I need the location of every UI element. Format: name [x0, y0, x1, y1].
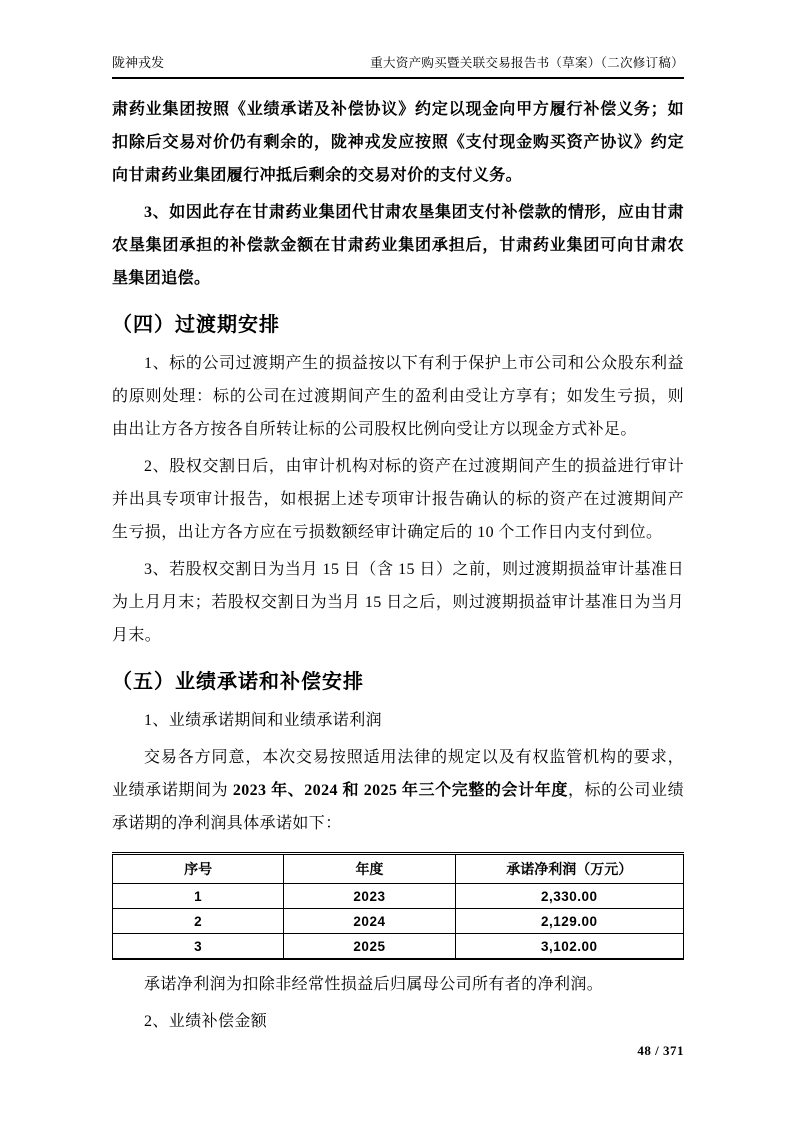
paragraph-sub2: 2、业绩补偿金额: [144, 1013, 268, 1030]
table-header-row: [113, 854, 684, 884]
table-cell-profit: 2,129.00: [455, 909, 683, 934]
paragraph-transition-3: 3、若股权交割日为当月 15 日（含 15 日）之前，则过渡期损益审计基准日为上月月末；若股权交割日为当月 15 日之后，则过渡期损益审计基准日为当月月末。: [112, 561, 684, 644]
table-header-index: 序号: [113, 854, 284, 884]
commitment-text-suffix: ，标的公司业绩承诺期的净利润具体承诺如下：: [112, 782, 685, 832]
table-row: [113, 884, 684, 909]
paragraph-carryover: 肃药业集团按照《业绩承诺及补偿协议》约定以现金向甲方履行补偿义务；如扣除后交易对价仍有剩余的，陇神戎发应按照《支付现金购买资产协议》约定向甘肃药业集团履行冲抵后剩余的交易对价的支付义务。: [112, 101, 684, 184]
section-heading-5: （五）业绩承诺和补偿安排: [112, 671, 364, 693]
page-header: [112, 54, 684, 79]
table-header-profit: 承诺净利润（万元）: [455, 854, 683, 884]
paragraph-sub1: 1、业绩承诺期间和业绩承诺利润: [144, 712, 383, 729]
table-cell-profit: 3,102.00: [455, 934, 683, 960]
section-heading-4: （四）过渡期安排: [112, 314, 280, 336]
commitment-years-bold: 2023 年、2024 和 2025 年三个完整的会计年度: [232, 782, 568, 799]
table-cell-year: 2025: [284, 934, 455, 960]
header-report-title: 重大资产购买暨关联交易报告书（草案）（二次修订稿）: [370, 56, 684, 70]
paragraph-note: 承诺净利润为扣除非经常性损益后归属母公司所有者的净利润。: [144, 976, 604, 993]
paragraph-item3: 3、如因此存在甘肃药业集团代甘肃农垦集团支付补偿款的情形，应由甘肃农垦集团承担的补偿款金额在甘肃药业集团承担后，甘肃药业集团可向甘肃农垦集团追偿。: [112, 204, 684, 287]
table-cell-year: 2024: [284, 909, 455, 934]
promised-net-profit-table: [112, 852, 684, 960]
paragraph-transition-1: 1、标的公司过渡期产生的损益按以下有利于保护上市公司和公众股东利益的原则处理：标的公司在过渡期间产生的盈利由受让方享有；如发生亏损，则由出让方各方按各自所转让标的公司股权比例向受让方以现金方式补足。: [112, 355, 684, 438]
page-number: 48 / 371: [637, 1043, 684, 1058]
paragraph-commitment: [112, 741, 684, 840]
table-header-year: 年度: [284, 854, 455, 884]
paragraph-transition-2: 2、股权交割日后，由审计机构对标的资产在过渡期间产生的损益进行审计并出具专项审计报告，如根据上述专项审计报告确认的标的资产在过渡期间产生亏损，出让方各方应在亏损数额经审计确定后的 10 个工作日内支付到位。: [112, 458, 684, 541]
table-cell-index: 3: [113, 934, 284, 960]
table-cell-index: 2: [113, 909, 284, 934]
header-company-name: 陇神戎发: [112, 55, 165, 70]
table-cell-year: 2023: [284, 884, 455, 909]
commitment-text-prefix: 交易各方同意，本次交易按照适用法律的规定以及有权监管机构的要求，业绩承诺期间为: [112, 749, 684, 799]
table-row: [113, 934, 684, 960]
table-cell-index: 1: [113, 884, 284, 909]
table-cell-profit: 2,330.00: [455, 884, 683, 909]
table-row: [113, 909, 684, 934]
